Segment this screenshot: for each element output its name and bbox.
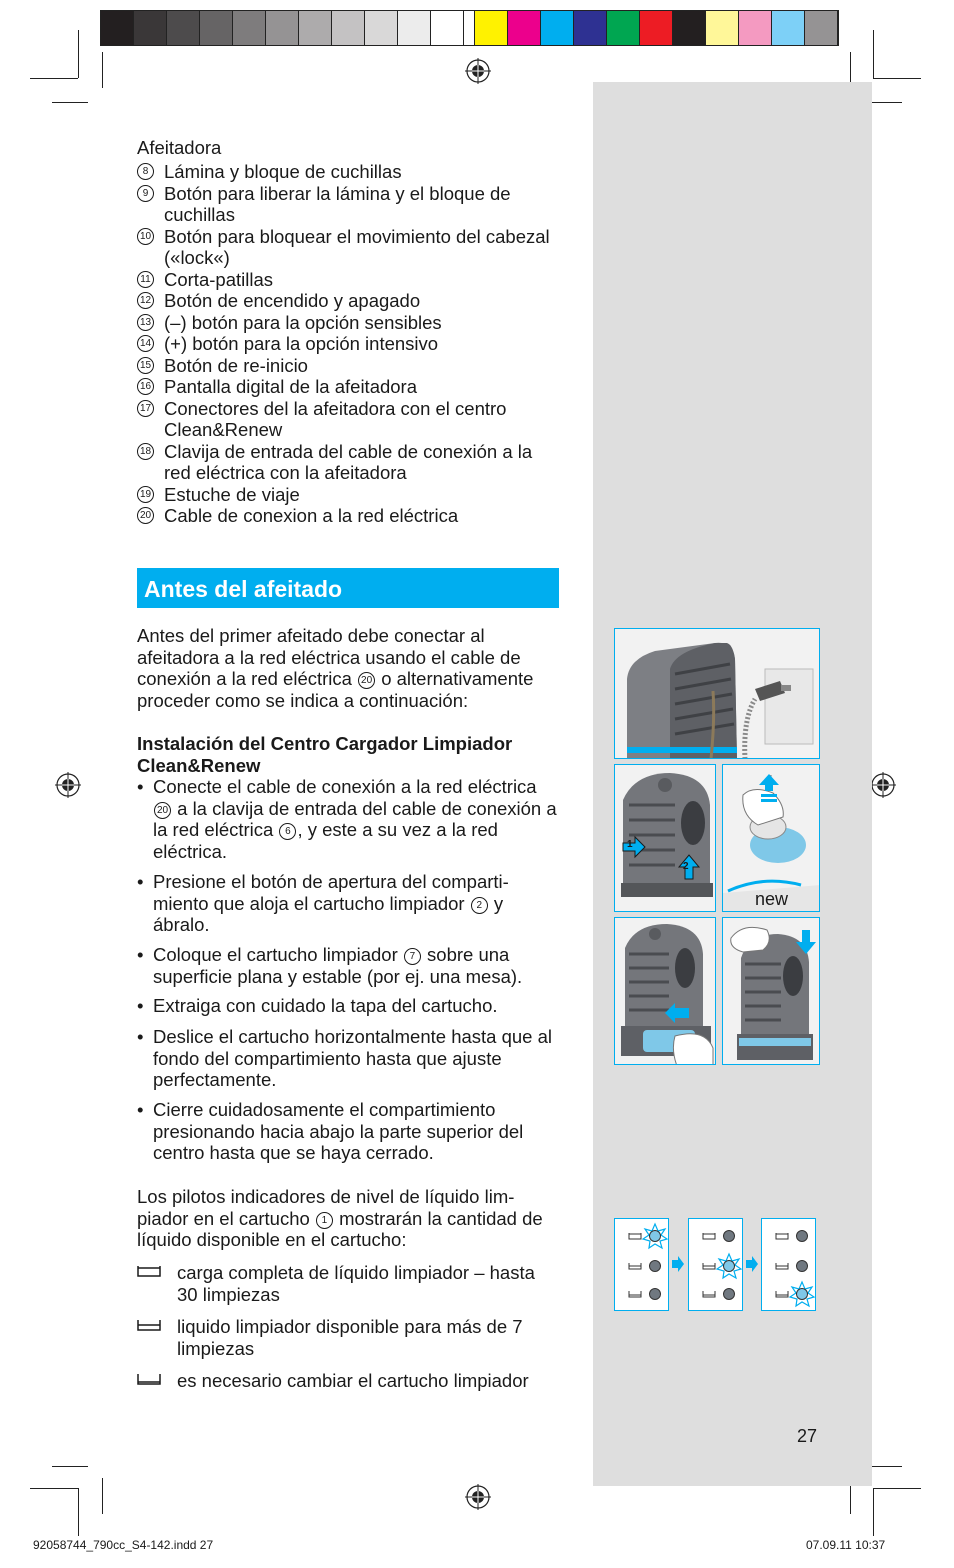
color-swatch — [673, 11, 706, 45]
lift-arrow-icon — [757, 773, 781, 803]
color-swatch — [508, 11, 541, 45]
figure-open-compartment — [614, 764, 716, 912]
registration-mark-icon — [870, 772, 896, 798]
level-indicator-mid — [688, 1218, 743, 1311]
level-low-icon — [137, 1373, 161, 1385]
levels-text: Los pilotos indicadores de nivel de líquido lim-piador en el cartucho — [137, 1186, 515, 1229]
part-label: Cable de conexion a la red eléctrica — [164, 505, 459, 526]
part-item — [137, 312, 557, 334]
footer-file-info: 92058744_790cc_S4-142.indd 27 — [33, 1538, 214, 1552]
part-label: Conectores del la afeitadora con el centro Clean&Renew — [164, 397, 507, 440]
registration-mark-icon — [465, 1484, 491, 1510]
figure-station-plug — [614, 628, 820, 759]
color-swatch — [706, 11, 739, 45]
intro-text: o alternativamente proceder como se indica a continuación: — [137, 668, 534, 711]
level-indicator-mid-illustration — [689, 1219, 743, 1311]
level-indicator-low-illustration — [762, 1219, 816, 1311]
color-swatch — [431, 11, 464, 45]
part-label: Botón para liberar la lámina y el bloque de cuchillas — [164, 182, 511, 225]
part-number: 11 — [137, 271, 154, 288]
instruction-step — [137, 944, 557, 987]
color-swatch — [233, 11, 266, 45]
part-item — [137, 398, 557, 441]
part-label: Clavija de entrada del cable de conexión a la red eléctrica con la afeitadora — [164, 440, 533, 483]
crop-mark — [30, 1488, 78, 1489]
instruction-step: • Extraiga con cuidado la tapa del cartucho. — [137, 995, 557, 1017]
step-text: Conecte el cable de conexión a la red eléctrica — [153, 776, 537, 797]
footer-timestamp: 07.09.11 10:37 — [806, 1538, 886, 1552]
figure-new-cartridge — [722, 764, 820, 912]
parts-list — [137, 161, 557, 527]
part-number: 20 — [137, 507, 154, 524]
part-item — [137, 290, 557, 312]
part-item — [137, 269, 557, 291]
instruction-step: • Deslice el cartucho horizontalmente hasta que al fondo del compartimiento hasta que ajuste perfectamente. — [137, 1026, 557, 1091]
reference-number: 1 — [316, 1212, 333, 1229]
crop-mark — [873, 1488, 874, 1536]
page-number: 27 — [797, 1426, 818, 1446]
color-swatch — [101, 11, 134, 45]
step-number: 2 — [683, 861, 689, 872]
step-number: 1 — [627, 839, 633, 850]
registration-mark-icon — [465, 58, 491, 84]
part-number: 18 — [137, 443, 154, 460]
section-heading: Antes del afeitado — [144, 576, 343, 602]
color-swatch — [200, 11, 233, 45]
reference-number: 2 — [471, 897, 488, 914]
insert-cartridge-illustration — [615, 918, 716, 1065]
part-number: 15 — [137, 357, 154, 374]
crop-mark — [873, 30, 874, 78]
arrow-left-icon — [663, 1002, 691, 1024]
part-item — [137, 333, 557, 355]
step-text: , y este a su vez a la red eléctrica. — [153, 819, 498, 862]
step-text: sobre una superficie plana y estable (por ej. una mesa). — [153, 944, 523, 987]
part-item — [137, 226, 557, 269]
part-item — [137, 183, 557, 226]
installation-subheading: Instalación del Centro Cargador Limpiador Clean&Renew — [137, 733, 513, 776]
crop-mark — [102, 52, 103, 88]
step-text: Coloque el cartucho limpiador — [153, 944, 398, 965]
parts-title: Afeitadora — [137, 137, 222, 158]
part-number: 17 — [137, 400, 154, 417]
level-full-text: carga completa de líquido limpiador – hasta 30 limpiezas — [177, 1262, 535, 1305]
part-label: Lámina y bloque de cuchillas — [164, 161, 402, 182]
level-full-icon — [137, 1265, 161, 1277]
part-label: Corta-patillas — [164, 268, 273, 290]
level-mid-icon — [137, 1319, 161, 1331]
level-low-text: es necesario cambiar el cartucho limpiador — [177, 1370, 529, 1391]
color-swatch — [299, 11, 332, 45]
part-item — [137, 441, 557, 484]
crop-mark — [102, 1478, 103, 1514]
part-item — [137, 505, 557, 527]
registration-mark-icon — [55, 772, 81, 798]
part-number: 14 — [137, 335, 154, 352]
step-text: a la clavija de entrada del cable de conexión a la red eléctrica — [153, 797, 557, 840]
part-number: 19 — [137, 486, 154, 503]
part-item — [137, 484, 557, 506]
intro-paragraph — [137, 625, 557, 711]
color-swatch — [541, 11, 574, 45]
color-swatch — [772, 11, 805, 45]
color-swatch — [475, 11, 508, 45]
section-heading-bar — [137, 568, 559, 608]
instruction-step — [137, 776, 557, 862]
levels-paragraph — [137, 1186, 557, 1251]
crop-mark — [30, 78, 78, 79]
arrow-right-icon — [621, 835, 647, 859]
color-swatch — [365, 11, 398, 45]
color-swatch — [332, 11, 365, 45]
part-label: Estuche de viaje — [164, 483, 300, 505]
crop-mark — [78, 30, 79, 78]
color-swatch — [266, 11, 299, 45]
part-label: Botón de re-inicio — [164, 354, 308, 376]
color-swatch — [607, 11, 640, 45]
color-swatch — [640, 11, 673, 45]
color-swatch — [167, 11, 200, 45]
new-label: new — [755, 889, 789, 909]
part-number: 16 — [137, 378, 154, 395]
color-swatch — [398, 11, 431, 45]
crop-mark — [873, 1488, 921, 1489]
crop-mark — [52, 1466, 88, 1467]
arrow-down-icon — [795, 928, 817, 956]
color-swatch — [134, 11, 167, 45]
color-bar-gap — [464, 11, 475, 45]
part-number: 9 — [137, 185, 154, 202]
color-swatch — [739, 11, 772, 45]
step-text: y ábralo. — [153, 892, 504, 935]
crop-mark — [78, 1488, 79, 1536]
instruction-step — [137, 871, 557, 936]
part-label: Pantalla digital de la afeitadora — [164, 376, 418, 397]
arrow-up-icon — [677, 853, 701, 881]
level-indicator-low — [761, 1218, 816, 1311]
part-label: (–) botón para la opción sensibles — [164, 311, 442, 333]
level-indicator-full-illustration — [615, 1219, 669, 1311]
reference-number: 7 — [404, 948, 421, 965]
part-number: 13 — [137, 314, 154, 331]
figure-close-compartment — [722, 917, 820, 1065]
part-number: 10 — [137, 228, 154, 245]
intro-text: Antes del primer afeitado debe conectar al afeitadora a la red eléctrica usando el cable de conexión a la red eléctrica — [137, 625, 521, 689]
part-number: 12 — [137, 292, 154, 309]
part-item — [137, 161, 557, 183]
levels-text: mostrarán la cantidad de líquido disponible en el cartucho: — [137, 1207, 543, 1250]
arrow-right-icon — [745, 1255, 759, 1273]
part-label: (+) botón para la opción intensivo — [164, 333, 439, 354]
part-label: Botón de encendido y apagado — [164, 290, 421, 311]
instruction-step: • Cierre cuidadosamente el compartimiento presionando hacia abajo la parte superior del centro hasta que se haya cerrado. — [137, 1099, 557, 1164]
reference-number: 20 — [154, 802, 171, 819]
part-item — [137, 376, 557, 398]
level-indicator-full — [614, 1218, 669, 1311]
part-label: Botón para bloquear el movimiento del cabezal («lock«) — [164, 225, 550, 268]
clean-renew-station-illustration — [615, 629, 820, 759]
color-swatch — [805, 11, 838, 45]
level-mid-text: liquido limpiador disponible para más de 7 limpiezas — [177, 1316, 523, 1359]
figure-insert-cartridge — [614, 917, 716, 1065]
reference-number: 6 — [279, 823, 296, 840]
part-item — [137, 355, 557, 377]
reference-number: 20 — [358, 672, 375, 689]
step-text: Presione el botón de apertura del comparti-miento que aloja el cartucho limpiador — [153, 871, 509, 914]
crop-mark — [52, 102, 88, 103]
color-calibration-bar — [100, 10, 839, 46]
color-swatch — [574, 11, 607, 45]
arrow-right-icon — [671, 1255, 685, 1273]
crop-mark — [873, 78, 921, 79]
part-number: 8 — [137, 163, 154, 180]
